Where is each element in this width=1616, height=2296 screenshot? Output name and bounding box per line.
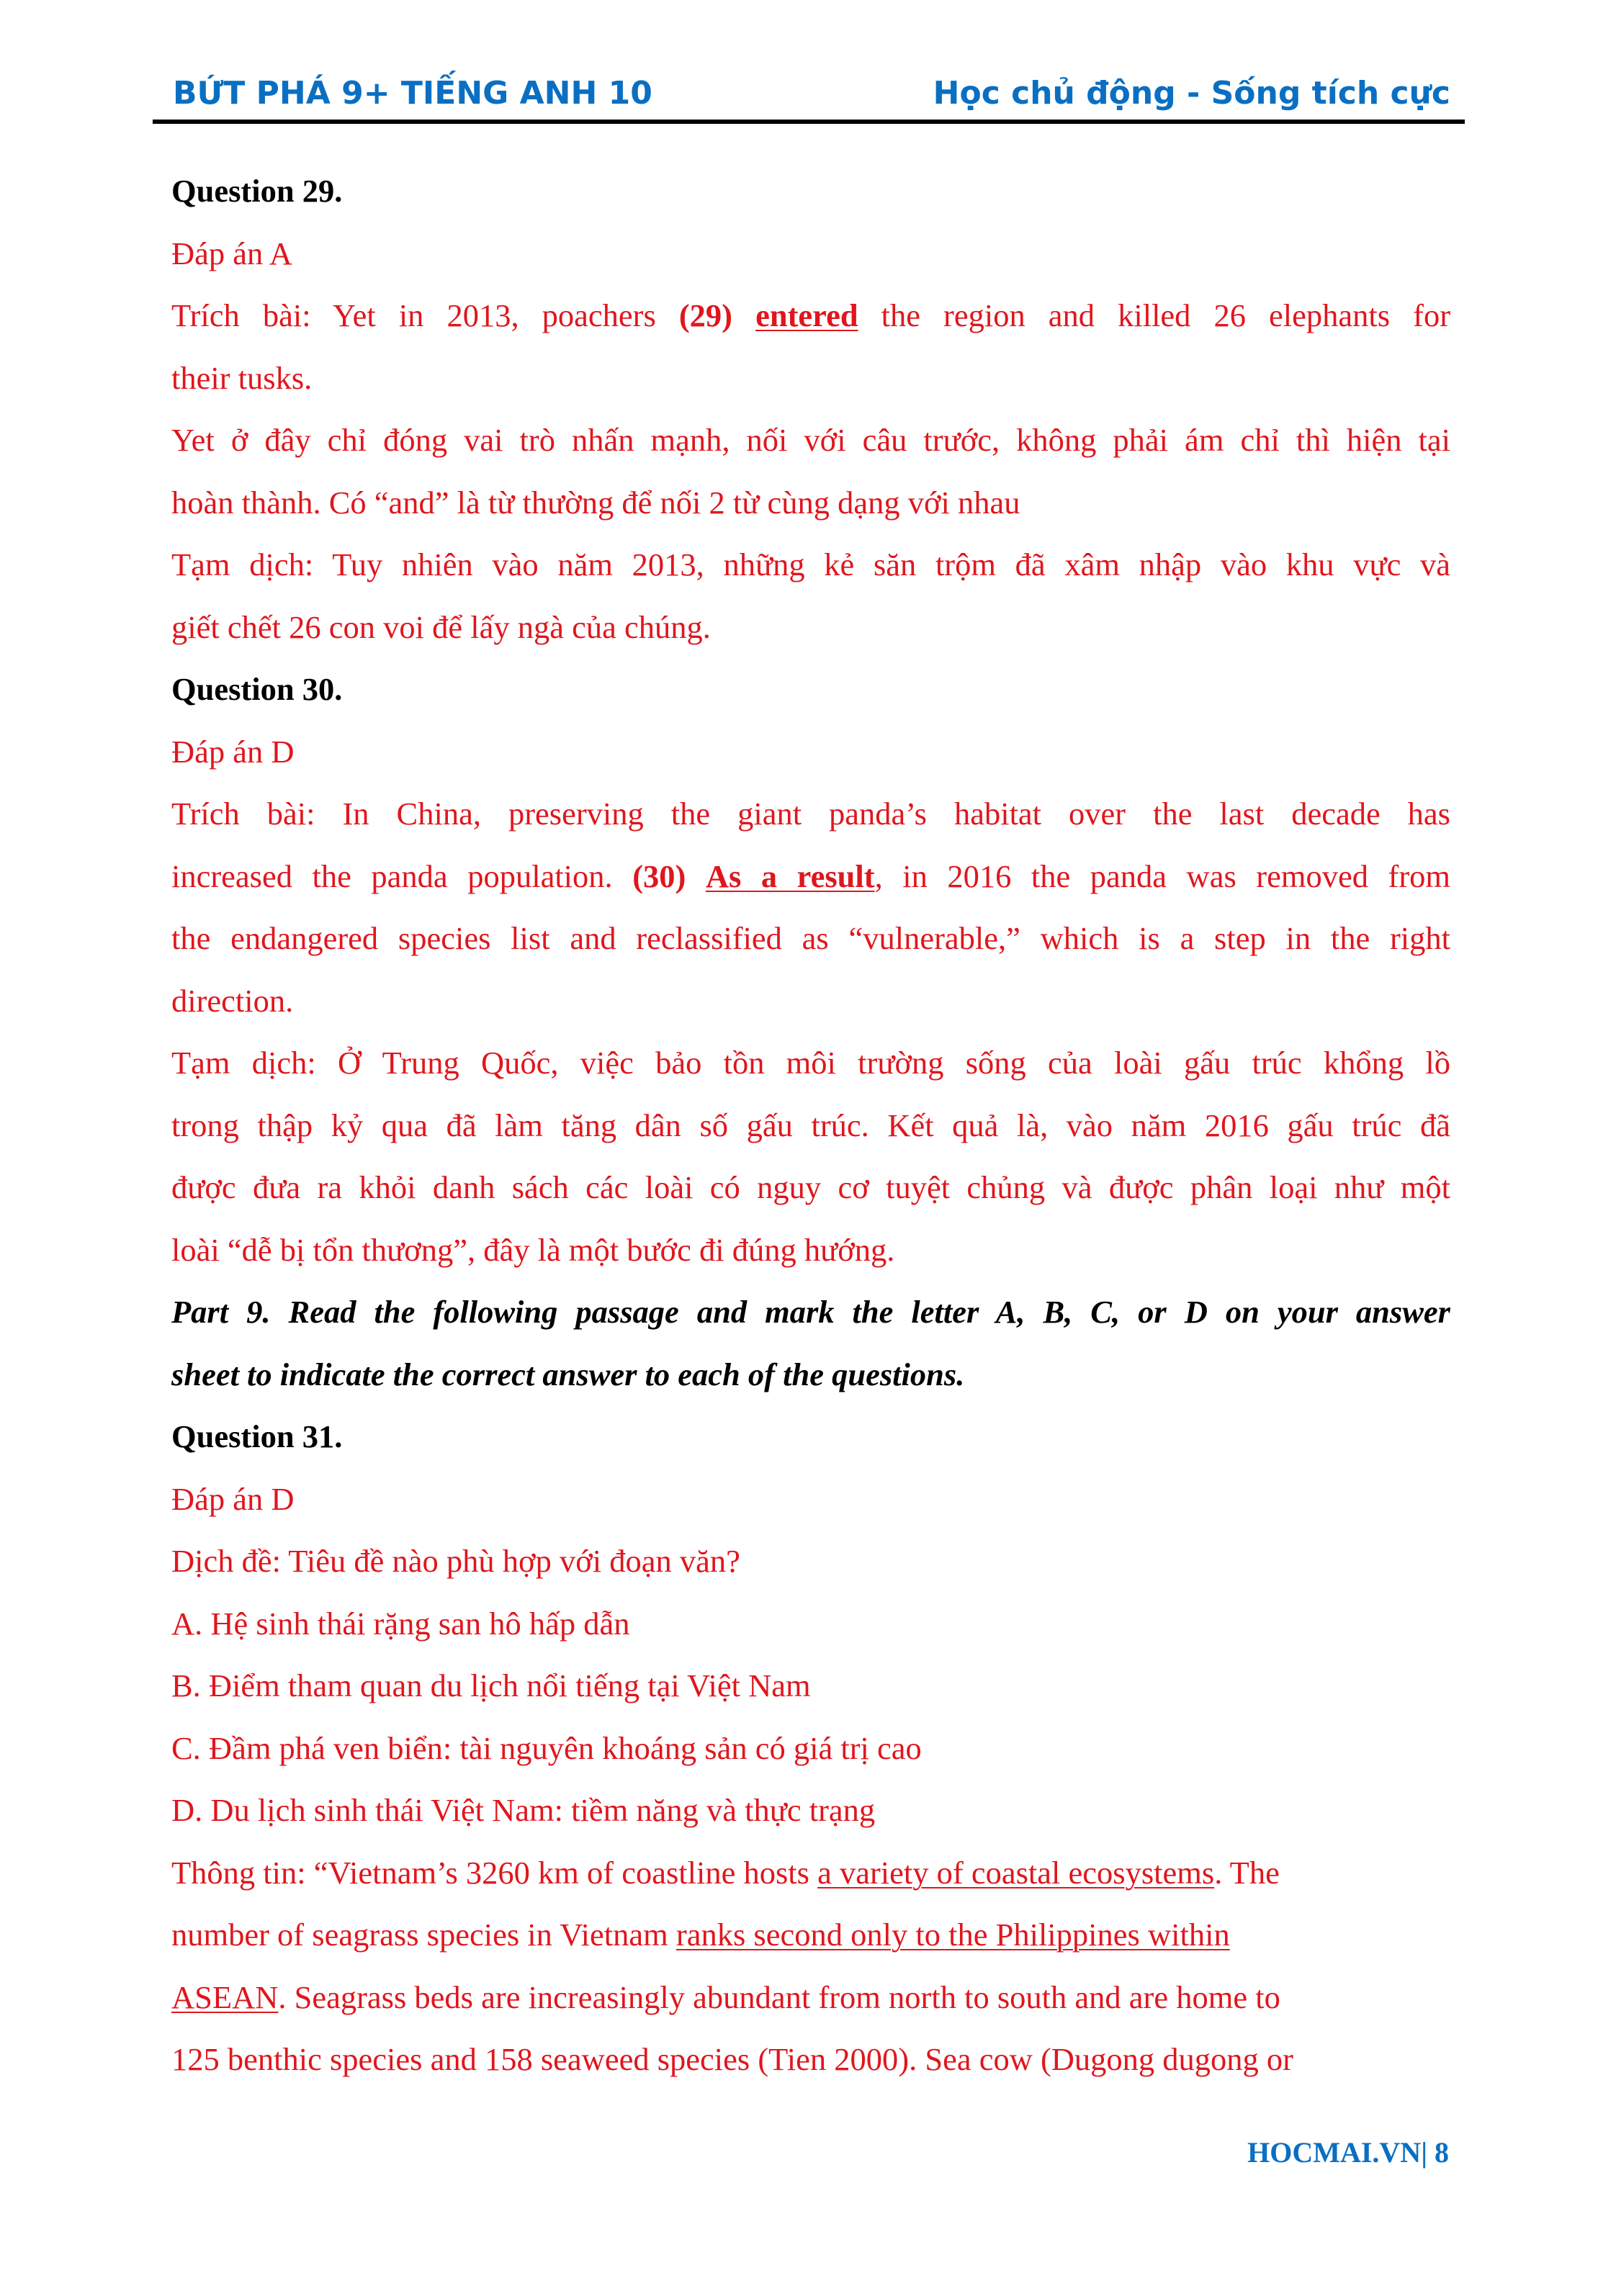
answer-keyword: As a result (705, 857, 875, 894)
footer-separator: | (1421, 2136, 1427, 2169)
blank-number: (30) (632, 857, 686, 894)
document-slogan: Học chủ động - Sống tích cực (933, 75, 1450, 112)
info-text: Thông tin: “Vietnam’s 3260 km of coastline hosts (171, 1854, 818, 1891)
quote-text: , in 2016 the panda was removed from (874, 857, 1450, 894)
header-divider (153, 120, 1465, 124)
question-31-info-line-3 (171, 1966, 1450, 2029)
question-31-prompt: Dịch đề: Tiêu đề nào phù hợp với đoạn văn? (171, 1543, 740, 1579)
info-text: number of seagrass species in Vietnam (171, 1917, 676, 1953)
page-footer (1247, 2135, 1449, 2169)
info-text: . Seagrass beds are increasingly abundant from north to south and are home to (278, 1978, 1280, 2015)
question-31-heading: Question 31. (171, 1418, 343, 1454)
question-30-quote-line-4: direction. (171, 982, 294, 1019)
page-body (171, 160, 1450, 2091)
option-d: D. Du lịch sinh thái Việt Nam: tiềm năng và thực trạng (171, 1792, 876, 1828)
quote-text: Trích bài: Yet in 2013, poachers (171, 297, 679, 333)
part-9-instruction-line-1: Part 9. Read the following passage and mark the letter A, B, C, or D on your answer (171, 1294, 1450, 1330)
question-30-translation-line-4: loài “dễ bị tổn thương”, đây là một bước đi đúng hướng. (171, 1231, 895, 1268)
question-29-explain-line-2: hoàn thành. Có “and” là từ thường để nối 2 từ cùng dạng với nhau (171, 484, 1020, 521)
document-title: BỨT PHÁ 9+ TIẾNG ANH 10 (173, 75, 652, 112)
question-30-quote-line-2 (171, 845, 1450, 908)
page-number: 8 (1435, 2136, 1449, 2169)
question-31-info-line-4: 125 benthic species and 158 seaweed species (Tien 2000). Sea cow (Dugong dugong or (171, 2041, 1293, 2077)
part-9-instruction-line-2: sheet to indicate the correct answer to each of the questions. (171, 1356, 965, 1392)
question-30-translation-line-2: trong thập kỷ qua đã làm tăng dân số gấu trúc. Kết quả là, vào năm 2016 gấu trúc đã (171, 1107, 1450, 1143)
option-c: C. Đầm phá ven biển: tài nguyên khoáng sản có giá trị cao (171, 1729, 922, 1766)
underlined-evidence: ASEAN (171, 1978, 279, 2015)
question-30-quote-line-3: the endangered species list and reclassified as “vulnerable,” which is a step in the right (171, 920, 1450, 956)
underlined-evidence: a variety of coastal ecosystems (817, 1854, 1215, 1891)
question-29-heading: Question 29. (171, 173, 343, 209)
answer-keyword: entered (755, 297, 858, 333)
option-b: B. Điểm tham quan du lịch nổi tiếng tại Việt Nam (171, 1667, 811, 1703)
question-29-answer: Đáp án A (171, 235, 293, 271)
question-31-info-line-1 (171, 1842, 1450, 1904)
footer-site: HOCMAI.VN (1247, 2136, 1422, 2169)
underlined-evidence: ranks second only to the Philippines within (675, 1917, 1230, 1953)
question-29-translation-line-1: Tạm dịch: Tuy nhiên vào năm 2013, những kẻ săn trộm đã xâm nhập vào khu vực và (171, 546, 1450, 582)
quote-text: the region and killed 26 elephants for (858, 297, 1450, 333)
question-31-answer: Đáp án D (171, 1480, 295, 1517)
question-30-answer: Đáp án D (171, 733, 295, 770)
blank-number: (29) (678, 297, 732, 333)
question-29-explain-line-1: Yet ở đây chỉ đóng vai trò nhấn mạnh, nối với câu trước, không phải ám chỉ thì hiện tại (171, 422, 1450, 458)
question-30-translation-line-1: Tạm dịch: Ở Trung Quốc, việc bảo tồn môi trường sống của loài gấu trúc khổng lồ (171, 1045, 1450, 1081)
question-30-quote-line-1: Trích bài: In China, preserving the giant panda’s habitat over the last decade has (171, 796, 1450, 832)
info-text: . The (1214, 1854, 1280, 1891)
question-29-quote-line-1 (171, 284, 1450, 347)
question-29-quote-line-2: their tusks. (171, 359, 313, 396)
question-29-translation-line-2: giết chết 26 con voi để lấy ngà của chúng. (171, 608, 711, 645)
question-30-heading: Question 30. (171, 671, 343, 707)
question-30-translation-line-3: được đưa ra khỏi danh sách các loài có nguy cơ tuyệt chủng và được phân loại như một (171, 1169, 1450, 1205)
option-a: A. Hệ sinh thái rặng san hô hấp dẫn (171, 1605, 630, 1642)
question-31-info-line-2 (171, 1904, 1450, 1966)
quote-text: increased the panda population. (171, 857, 633, 894)
